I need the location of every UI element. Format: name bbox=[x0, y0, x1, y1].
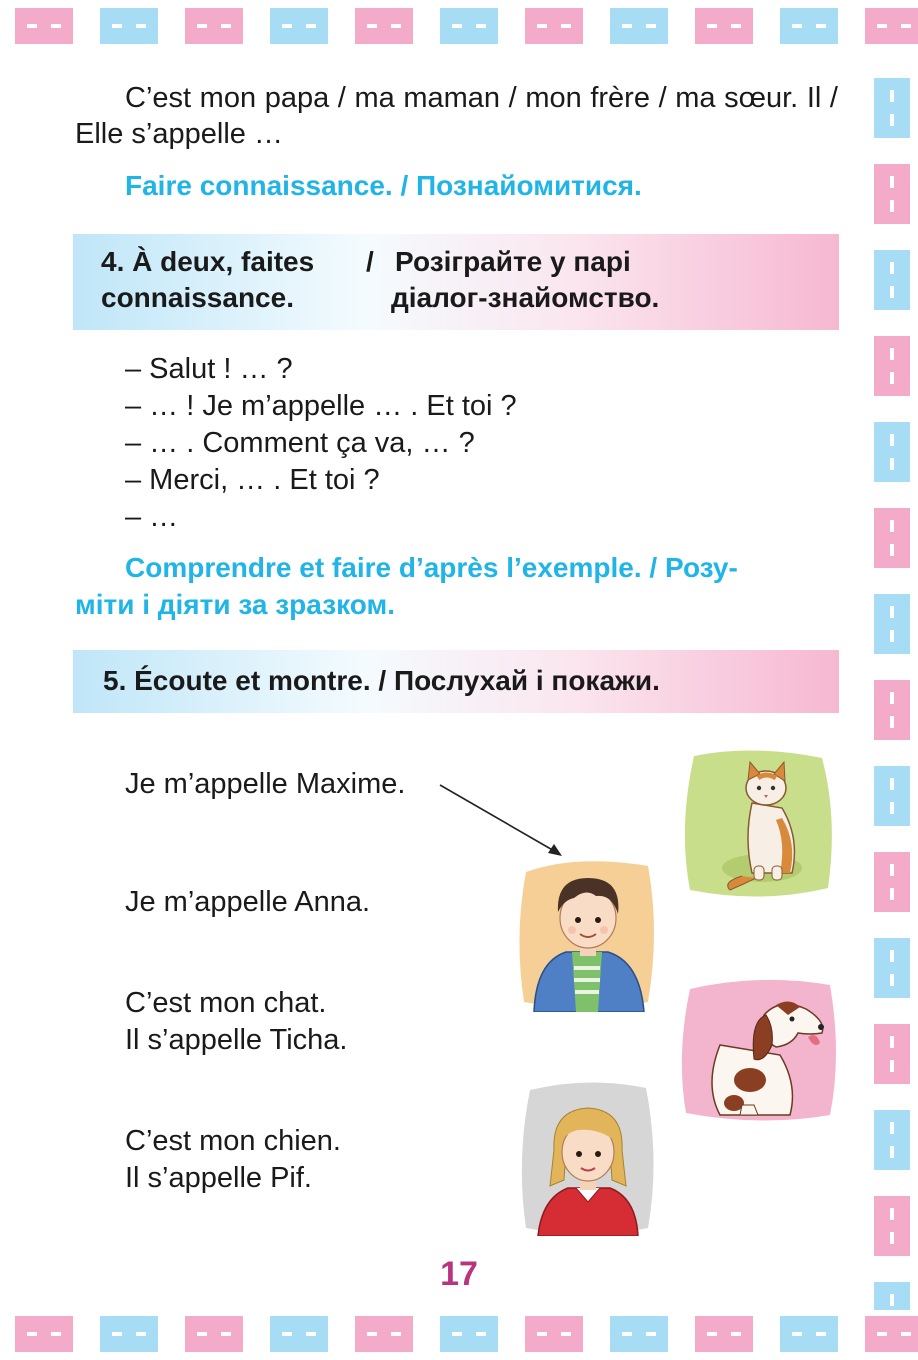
dialog-line: – … . Comment ça va, … ? bbox=[125, 427, 475, 459]
example-chien-line1: C’est mon chien. bbox=[125, 1125, 341, 1157]
border-block bbox=[185, 8, 243, 44]
border-block bbox=[695, 1316, 753, 1352]
border-block bbox=[874, 852, 910, 912]
exercise-5-header bbox=[73, 650, 839, 713]
exercise-4-slash: / bbox=[366, 246, 374, 277]
border-block bbox=[100, 1316, 158, 1352]
exercise-4-fr-line1: 4. À deux, faites bbox=[101, 246, 315, 277]
border-block bbox=[100, 8, 158, 44]
border-block bbox=[695, 8, 753, 44]
dialog-line: – … bbox=[125, 501, 179, 533]
border-block bbox=[15, 1316, 73, 1352]
exercise-5-label: 5. Écoute et montre. / Послухай і покажи. bbox=[103, 665, 660, 696]
exercise-4-fr-line2: connaissance. bbox=[101, 282, 294, 313]
border-block bbox=[185, 1316, 243, 1352]
border-block bbox=[270, 1316, 328, 1352]
decorative-right-border bbox=[868, 50, 918, 1310]
example-maxime: Je m’appelle Maxime. bbox=[125, 768, 406, 800]
border-block bbox=[610, 8, 668, 44]
girl-illustration bbox=[518, 1080, 658, 1236]
border-block bbox=[780, 1316, 838, 1352]
arrow-icon bbox=[438, 780, 568, 860]
exercise-4-ua-line1: Розіграйте у парі bbox=[395, 246, 631, 277]
border-block bbox=[874, 336, 910, 396]
border-block bbox=[874, 508, 910, 568]
cat-illustration bbox=[682, 748, 835, 900]
dialog-line: – Salut ! … ? bbox=[125, 353, 293, 385]
border-block bbox=[874, 78, 910, 138]
dialog-line: – Merci, … . Et toi ? bbox=[125, 464, 380, 496]
example-anna: Je m’appelle Anna. bbox=[125, 886, 371, 918]
border-block bbox=[874, 938, 910, 998]
border-block bbox=[874, 766, 910, 826]
exercise-4-ua-line2: діалог-знайомство. bbox=[391, 282, 660, 313]
border-block bbox=[874, 250, 910, 310]
section-title-understand-line1: Comprendre et faire d’après l’exemple. / Розу- bbox=[125, 552, 738, 583]
border-block bbox=[525, 8, 583, 44]
intro-text: C’est mon papa / ma maman / mon frère / ma sœur. Il / Elle s’appelle … bbox=[75, 82, 838, 150]
border-block bbox=[874, 594, 910, 654]
border-block bbox=[355, 8, 413, 44]
border-block bbox=[440, 8, 498, 44]
border-block bbox=[874, 1196, 910, 1256]
border-block bbox=[780, 8, 838, 44]
border-block bbox=[440, 1316, 498, 1352]
border-block bbox=[15, 8, 73, 44]
border-block bbox=[355, 1316, 413, 1352]
example-chien-line2: Il s’appelle Pif. bbox=[125, 1162, 312, 1194]
section-title-understand-line2: міти і діяти за зразком. bbox=[75, 589, 395, 620]
page-number: 17 bbox=[440, 1255, 478, 1293]
boy-illustration bbox=[516, 852, 658, 1012]
exercise-4-header bbox=[73, 234, 839, 330]
example-chat-line1: C’est mon chat. bbox=[125, 987, 327, 1019]
border-block bbox=[874, 164, 910, 224]
border-block bbox=[874, 1110, 910, 1170]
decorative-top-border bbox=[0, 0, 918, 50]
border-block bbox=[525, 1316, 583, 1352]
border-block bbox=[874, 680, 910, 740]
example-chat-line2: Il s’appelle Ticha. bbox=[125, 1024, 348, 1056]
border-block bbox=[874, 1024, 910, 1084]
border-block bbox=[874, 422, 910, 482]
dialog-line: – … ! Je m’appelle … . Et toi ? bbox=[125, 390, 517, 422]
border-block bbox=[270, 8, 328, 44]
dialog-list bbox=[125, 351, 517, 536]
decorative-bottom-border bbox=[0, 1310, 918, 1360]
dog-illustration bbox=[680, 975, 840, 1125]
border-block bbox=[610, 1316, 668, 1352]
section-title-meet: Faire connaissance. / Познайомитися. bbox=[125, 170, 642, 201]
